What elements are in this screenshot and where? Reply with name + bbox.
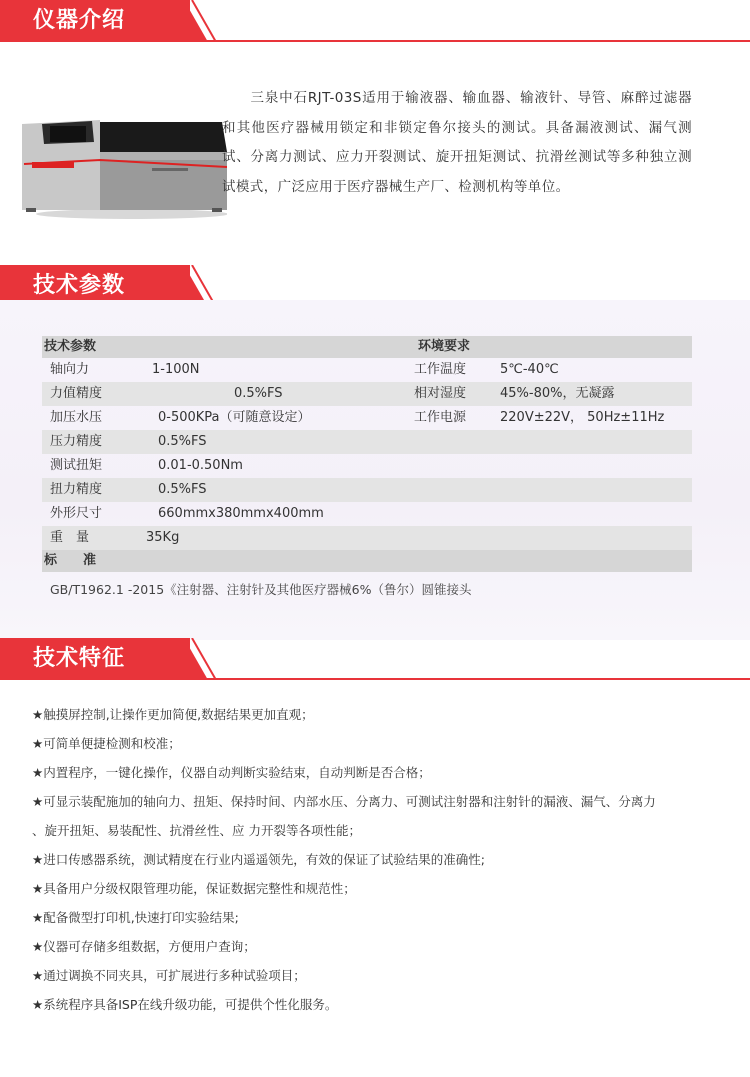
section-header-features [0, 638, 750, 680]
feature-item: ★内置程序，一键化操作，仪器自动判断实验结束，自动判断是否合格； [32, 765, 431, 780]
spec-label: 测试扭矩 [50, 458, 103, 473]
spec-value: 0.5%FS [234, 386, 283, 401]
env-value: 45%-80%，无凝露 [500, 386, 615, 401]
spec-value: 0.01-0.50Nm [158, 458, 243, 473]
spec-label: 压力精度 [50, 434, 103, 449]
section-title-intro: 仪器介绍 [33, 8, 126, 33]
spec-row [42, 358, 692, 382]
intro-paragraph: 三泉中石RJT-03S适用于输液器、输血器、输液针、导管、麻醉过滤器和其他医疗器械用锁定和非锁定鲁尔接头的测试。具备漏液测试、漏气测试、分离力测试、应力开裂测试、旋开扭矩测试、抗滑丝测试等多种独立测试模式，广泛应用于医疗器械生产厂、检测机构等单位。 [222, 90, 692, 195]
env-value: 220V±22V， 50Hz±11Hz [500, 410, 665, 425]
spec-row [42, 526, 692, 550]
spec-value: 35Kg [146, 530, 180, 545]
spec-std-row [42, 550, 692, 572]
feature-item: ★触摸屏控制,让操作更加简便,数据结果更加直观； [32, 707, 314, 722]
spec-row [42, 430, 692, 454]
std-label: 标 准 [44, 553, 97, 568]
std-text: GB/T1962.1 -2015《注射器、注射针及其他医疗器械6%（鲁尔）圆锥接头 [50, 582, 472, 597]
header-stripe-icon [160, 0, 220, 42]
spec-label: 力值精度 [50, 386, 103, 401]
feature-item: ★可显示装配施加的轴向力、扭矩、保持时间、内部水压、分离力、可测试注射器和注射针的漏液、漏气、分离力 [32, 794, 656, 809]
spec-label: 加压水压 [50, 410, 103, 425]
section-title-features: 技术特征 [33, 646, 126, 671]
spec-row [42, 454, 692, 478]
env-label: 相对湿度 [414, 386, 467, 401]
spec-value: 0.5%FS [158, 434, 207, 449]
section-header-intro [0, 0, 750, 42]
env-value: 5℃-40℃ [500, 362, 559, 377]
spec-head-right: 环境要求 [418, 339, 471, 354]
spec-row [42, 478, 692, 502]
spec-value: 660mmx380mmx400mm [158, 506, 324, 521]
spec-label: 轴向力 [50, 362, 90, 377]
spec-value: 1-100N [152, 362, 200, 377]
feature-item: ★具备用户分级权限管理功能，保证数据完整性和规范性； [32, 881, 356, 896]
spec-table [42, 336, 692, 572]
feature-item: ★通过调换不同夹具，可扩展进行多种试验项目； [32, 968, 306, 983]
spec-label: 重 量 [50, 530, 90, 545]
spec-row [42, 502, 692, 526]
spec-row [42, 406, 692, 430]
feature-item: ★进口传感器系统，测试精度在行业内遥遥领先，有效的保证了试验结果的准确性; [32, 852, 485, 867]
header-stripe-icon [160, 638, 220, 680]
spec-head-row [42, 336, 692, 358]
env-label: 工作温度 [414, 362, 467, 377]
feature-item: ★可简单便捷检测和校准； [32, 736, 181, 751]
feature-item: ★配备微型打印机,快速打印实验结果; [32, 910, 239, 925]
spec-value: 0.5%FS [158, 482, 207, 497]
feature-item: ★系统程序具备ISP在线升级功能，可提供个性化服务。 [32, 997, 338, 1012]
feature-list [32, 700, 722, 1019]
spec-label: 外形尺寸 [50, 506, 103, 521]
spec-label: 扭力精度 [50, 482, 103, 497]
feature-item: ★仪器可存储多组数据，方便用户查询； [32, 939, 256, 954]
env-label: 工作电源 [414, 410, 467, 425]
product-image [22, 112, 227, 220]
spec-head-left: 技术参数 [44, 339, 97, 354]
feature-item: 、旋开扭矩、易装配性、抗滑丝性、应 力开裂等各项性能； [32, 823, 361, 838]
section-title-params: 技术参数 [33, 273, 126, 298]
spec-value: 0-500KPa（可随意设定） [158, 410, 311, 425]
spec-row [42, 382, 692, 406]
